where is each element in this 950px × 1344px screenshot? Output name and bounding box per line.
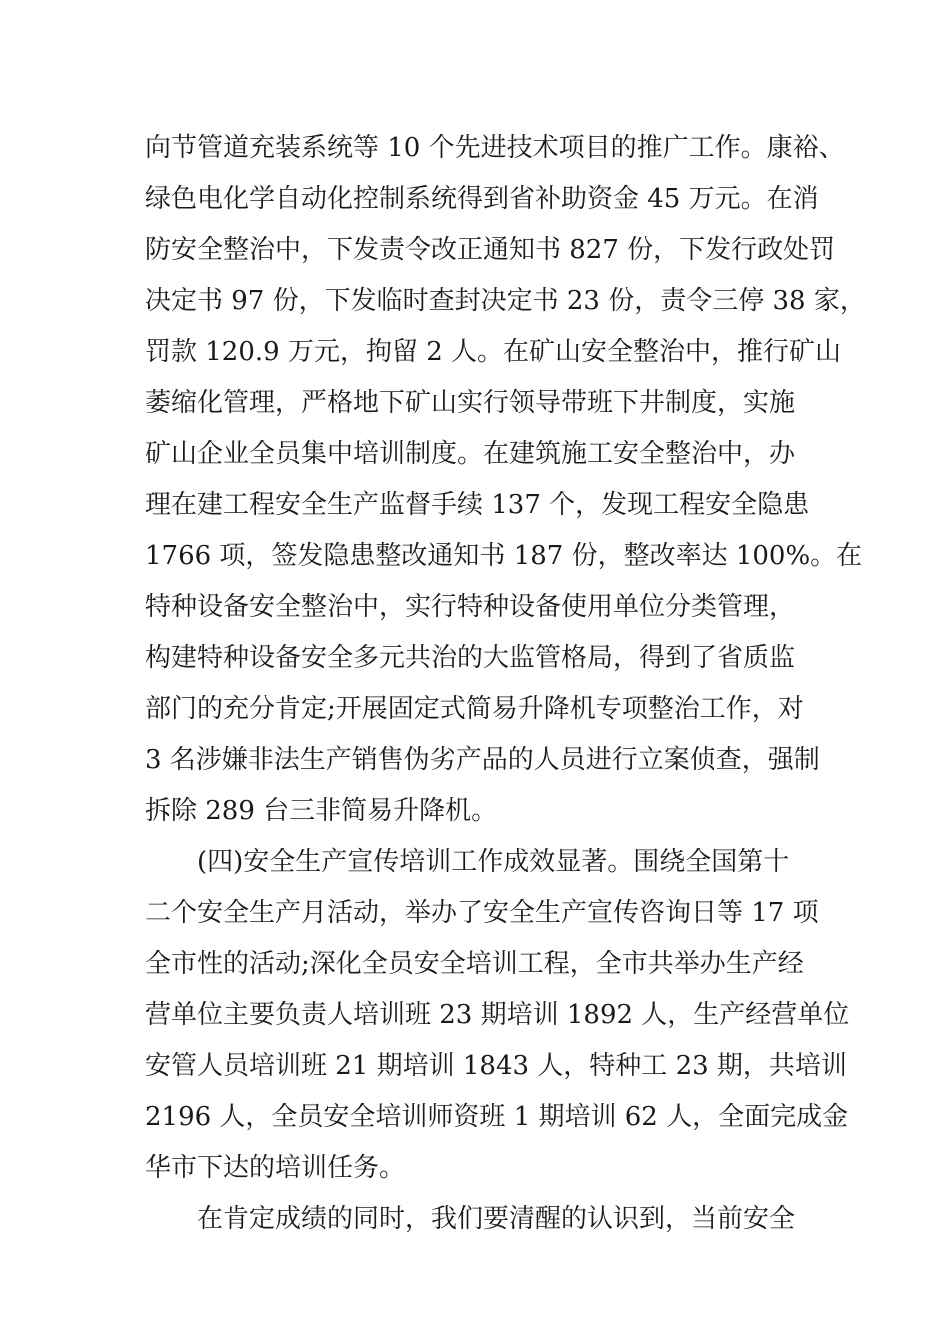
text-line: 拆除 289 台三非简易升降机。 — [145, 796, 498, 826]
text-line: 理在建工程安全生产监督手续 137 个，发现工程安全隐患 — [145, 490, 810, 520]
text-line: 特种设备安全整治中，实行特种设备使用单位分类管理， — [145, 592, 796, 622]
text-line: 萎缩化管理，严格地下矿山实行领导带班下井制度，实施 — [145, 388, 796, 418]
text-line: 绿色电化学自动化控制系统得到省补助资金 45 万元。在消 — [145, 184, 819, 214]
text-line: 防安全整治中，下发责令改正通知书 827 份，下发行政处罚 — [145, 235, 836, 265]
text-line: 营单位主要负责人培训班 23 期培训 1892 人，生产经营单位 — [145, 1000, 850, 1030]
text-line: 部门的充分肯定;开展固定式简易升降机专项整治工作，对 — [145, 694, 804, 724]
text-line: 全市性的活动;深化全员安全培训工程，全市共举办生产经 — [145, 949, 804, 979]
text-line: 华市下达的培训任务。 — [145, 1153, 406, 1183]
text-line: 矿山企业全员集中培训制度。在建筑施工安全整治中，办 — [145, 439, 796, 469]
text-line: 决定书 97 份，下发临时查封决定书 23 份，责令三停 38 家， — [145, 286, 866, 316]
text-line: 构建特种设备安全多元共治的大监管格局，得到了省质监 — [145, 643, 796, 673]
text-line: (四)安全生产宣传培训工作成效显著。围绕全国第十 — [197, 847, 790, 877]
text-line: 安管人员培训班 21 期培训 1843 人，特种工 23 期，共培训 — [145, 1051, 847, 1081]
text-line: 2196 人，全员安全培训师资班 1 期培训 62 人，全面完成金 — [145, 1102, 849, 1132]
text-line: 罚款 120.9 万元，拘留 2 人。在矿山安全整治中，推行矿山 — [145, 337, 842, 367]
text-line: 1766 项，签发隐患整改通知书 187 份，整改率达 100%。在 — [145, 541, 863, 571]
text-line: 在肯定成绩的同时，我们要清醒的认识到，当前安全 — [197, 1204, 796, 1234]
text-line: 二个安全生产月活动，举办了安全生产宣传咨询日等 17 项 — [145, 898, 819, 928]
text-line: 3 名涉嫌非法生产销售伪劣产品的人员进行立案侦查，强制 — [145, 745, 820, 775]
text-line: 向节管道充装系统等 10 个先进技术项目的推广工作。康裕、 — [145, 133, 845, 163]
